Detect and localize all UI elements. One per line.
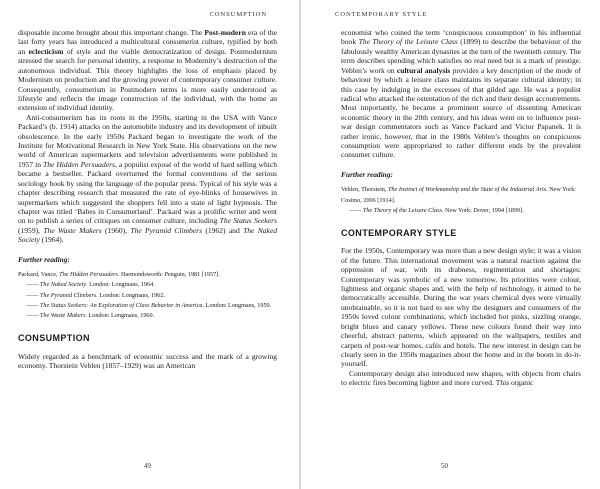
reference-entry: Veblen, Thorstein, The Instinct of Workmanship and the State of the Industrial Arts. New York: Cosimo, 2006 [1914]. xyxy=(341,186,577,204)
right-page-text xyxy=(341,28,581,388)
paragraph: Contemporary design also introduced new shapes, with objects from chairs to electric fires becoming lighter and more curved. This organic xyxy=(341,368,581,388)
page-number: 49 xyxy=(144,462,151,470)
running-head: CONSUMPTION xyxy=(209,11,267,18)
reference-entry: —— The Status Seekers: An Exploration of Class Behavior in America. London: Longmans, 1959. xyxy=(26,301,272,309)
paragraph: disposable income brought about this important change. The Post-modern era of the last forty years has introduced a multicultural consumerist culture, typified by both an eclecticism of style and the viable democratization of design. Postmodernism stressed the search for personal identity, a response to Modernity’s destruction of the autonomous individual. This theory highlights the loss of emphasis placed by Modernism on production and the growing power of contemporary consumer culture. Consequently, consumerism in Postmodern terms is more easily understood as lifestyle and reflects the image construction of the individual, with the home an extension of individual identity. xyxy=(18,28,277,113)
cross-reference-cultural-analysis: cultural analysis xyxy=(396,65,451,75)
reference-entry: —— The Waste Makers. London: Longmans, 1960. xyxy=(26,311,155,319)
reference-entry: —— The Naked Society. London: Longmans, 1964. xyxy=(26,281,155,289)
further-reading-list xyxy=(18,270,277,321)
further-reading-list xyxy=(341,185,581,216)
further-reading-heading: Further reading: xyxy=(341,169,393,179)
right-page xyxy=(301,0,600,489)
running-head: CONTEMPORARY STYLE xyxy=(335,11,428,18)
section-heading: CONSUMPTION xyxy=(18,333,90,344)
further-reading-heading: Further reading: xyxy=(18,254,70,264)
paragraph: economist who coined the term ‘conspicuous consumption’ in his influential book The Theory of the Leisure Class (1899) to describe the behaviour of the fabulously wealthy American dynasties at the turn of the twentieth century. The term describes spending which satisfies no real need but is a mark of prestige. Veblen’s work on cultural analysis provides a key description of the mode of behaviour by which a leisure class maintains its separate cultural identity; in this case by indulging in the excesses of that gilded age. He was a populist radical who attacked the ostentation of the rich and their design accoutrements. Most importantly, he became a prominent source of dissenting American economic theory in the 20th century, and his ideas went on to influence post-war design commentators such as Vance Packard and Victor Papanek. It is rather ironic, however, that in the 1980s Veblen’s thoughts on conspicuous consumption were appropriated to rather different ends by the prevalent consumer culture. xyxy=(341,28,582,160)
reference-entry: —— The Pyramid Climbers. London: Longmans, 1962. xyxy=(26,291,166,299)
paragraph: For the 1950s, Contemporary was more than a new design style; it was a vision of the future. This international movement was a natural reaction against the oppression of war, with its drabness, regimentation and shortages: Contemporary was symbolic of a new tomorrow. Its priorities were colour, lightness and organic shapes and, with the help of technology, it aimed to be democratically accessible. During the war years chemical dyes were virtually unobtainable, so it is not hard to see why the designers and consumers of the 1950s loved colour combinations, which included hot pinks, sizzling orange, bright blues and canary yellows. These new colours found their way into cheerful, abstract patterns, which appeared on the wallpapers, textiles and carpets of post-war homes, cafés and hotels. The new interest in design can be clearly seen in the 1950s magazines about the home and in the boom in do-it-yourself. xyxy=(341,246,581,369)
paragraph: Anti-consumerism has its roots in the 1950s, starting in the USA with Vance Packard’s (b. 1914) attacks on the automobile industry and its development of inbuilt obsolescence. In the early 1950s Packard began to investigate the work of the Institute for Motivational Research in New York State. His observations on the new world of American supermarkets and television advertisements were published in 1957 in The Hidden Persuaders, a populist exposé of the world of hard selling which became a bestseller. Packard overturned the formal conventions of the serious sociology book by using the language of the popular press. Typical of his style was a chapter describing research that measured the rate of eye-blinks of housewives in supermarkets which suggested the shoppers fell into a state of light hypnosis. The chapter was titled ‘Babes in Consumerland’. Packard was a prolific writer and went on to publish a series of critiques on consumer culture, including The Status Seekers (1959), The Waste Makers (1960), The Pyramid Climbers (1962) and The Naked Society (1964). xyxy=(18,112,277,245)
left-page xyxy=(0,0,299,489)
reference-entry: —— The Theory of the Leisure Class. New York: Dover, 1994 [1899]. xyxy=(349,206,524,214)
page-number: 50 xyxy=(441,462,448,470)
paragraph: Widely regarded as a benchmark of economic success and the mark of a growing economy. Thorstein Veblen (1857–1929) was an American xyxy=(18,351,277,370)
reference-entry: Packard, Vance, The Hidden Persuaders. Harmondsworth: Penguin, 1981 [1957]. xyxy=(18,271,220,279)
left-page-text xyxy=(18,28,277,370)
section-heading: CONTEMPORARY STYLE xyxy=(341,227,457,238)
cross-reference-eclecticism: eclecticism xyxy=(28,46,64,56)
cross-reference-postmodern: Post-modern xyxy=(204,28,246,37)
